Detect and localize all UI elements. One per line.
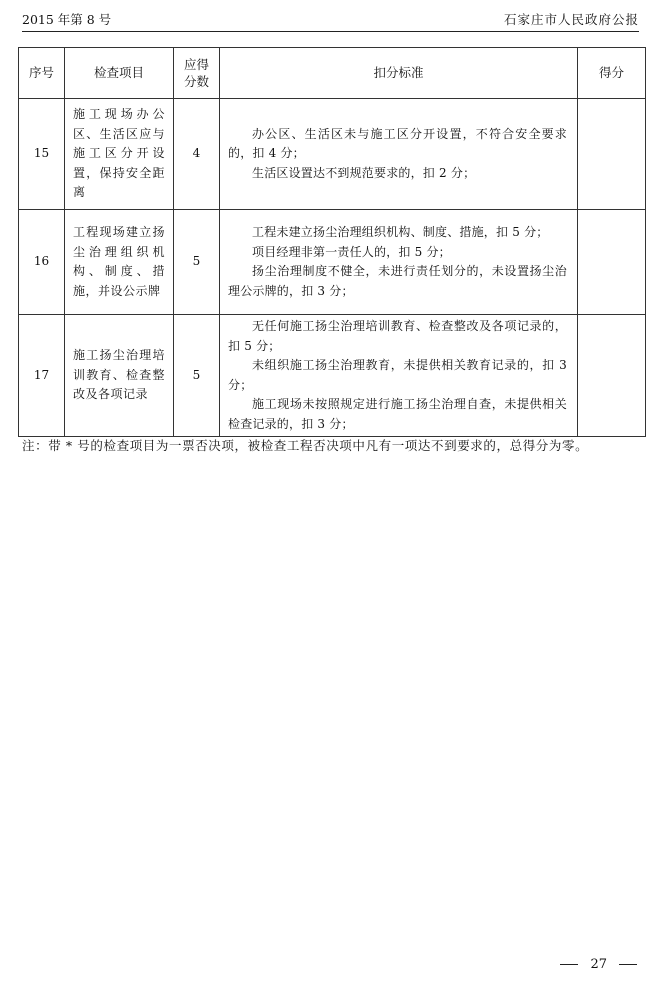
row-criteria: [220, 315, 578, 437]
issue-label: 2015 年第 8 号: [22, 12, 112, 27]
row-no: 15: [19, 99, 65, 210]
page-number: 27: [590, 957, 607, 972]
criteria-line: 未组织施工扬尘治理教育，未提供相关教育记录的，扣 3 分；: [228, 358, 567, 392]
table-row: [19, 99, 646, 210]
page-footer: [560, 957, 637, 972]
criteria-line: 无任何施工扬尘治理培训教育、检查整改及各项记录的，扣 5 分；: [228, 319, 567, 353]
row-no: 16: [19, 210, 65, 315]
header-score: [174, 48, 220, 99]
criteria-line: 施工现场未按照规定进行施工扬尘治理自查，未提供相关检查记录的，扣 3 分；: [228, 397, 567, 431]
inspection-table: [18, 47, 646, 437]
row-item: 工程现场建立扬尘治理组织机构、制度、措施，并设公示牌: [65, 210, 174, 315]
row-item: 施工现场办公区、生活区应与施工区分开设置，保持安全距离: [65, 99, 174, 210]
row-item: 施工扬尘治理培训教育、检查整改及各项记录: [65, 315, 174, 437]
row-criteria: [220, 99, 578, 210]
row-got: [578, 210, 646, 315]
criteria-line: 项目经理非第一责任人的，扣 5 分；: [252, 244, 451, 259]
dash-right: [619, 964, 637, 965]
page-header: [22, 10, 639, 32]
table-header-row: [19, 48, 646, 99]
criteria-line: 生活区设置达不到规范要求的，扣 2 分；: [252, 165, 476, 180]
criteria-line: 办公区、生活区未与施工区分开设置，不符合安全要求的，扣 4 分；: [228, 126, 567, 161]
row-criteria: [220, 210, 578, 315]
row-score: 5: [174, 315, 220, 437]
publication-title: 石家庄市人民政府公报: [503, 12, 639, 27]
table-row: [19, 210, 646, 315]
row-score: 5: [174, 210, 220, 315]
row-no: 17: [19, 315, 65, 437]
criteria-line: 工程未建立扬尘治理组织机构、制度、措施，扣 5 分；: [252, 225, 549, 239]
header-no: 序号: [19, 48, 65, 99]
row-score: 4: [174, 99, 220, 210]
table-note: 注：带 * 号的检查项目为一票否决项，被检查工程否决项中凡有一项达不到要求的，总得分为零。: [22, 438, 589, 453]
header-got: 得分: [578, 48, 646, 99]
header-score-line1: 应得: [183, 57, 209, 72]
header-item: 检查项目: [65, 48, 174, 99]
header-criteria: 扣分标准: [220, 48, 578, 99]
header-score-line2: 分数: [183, 74, 209, 89]
table-row: [19, 315, 646, 437]
row-got: [578, 99, 646, 210]
criteria-line: 扬尘治理制度不健全，未进行责任划分的，未设置扬尘治理公示牌的，扣 3 分；: [228, 264, 567, 298]
dash-left: [560, 964, 578, 965]
row-got: [578, 315, 646, 437]
